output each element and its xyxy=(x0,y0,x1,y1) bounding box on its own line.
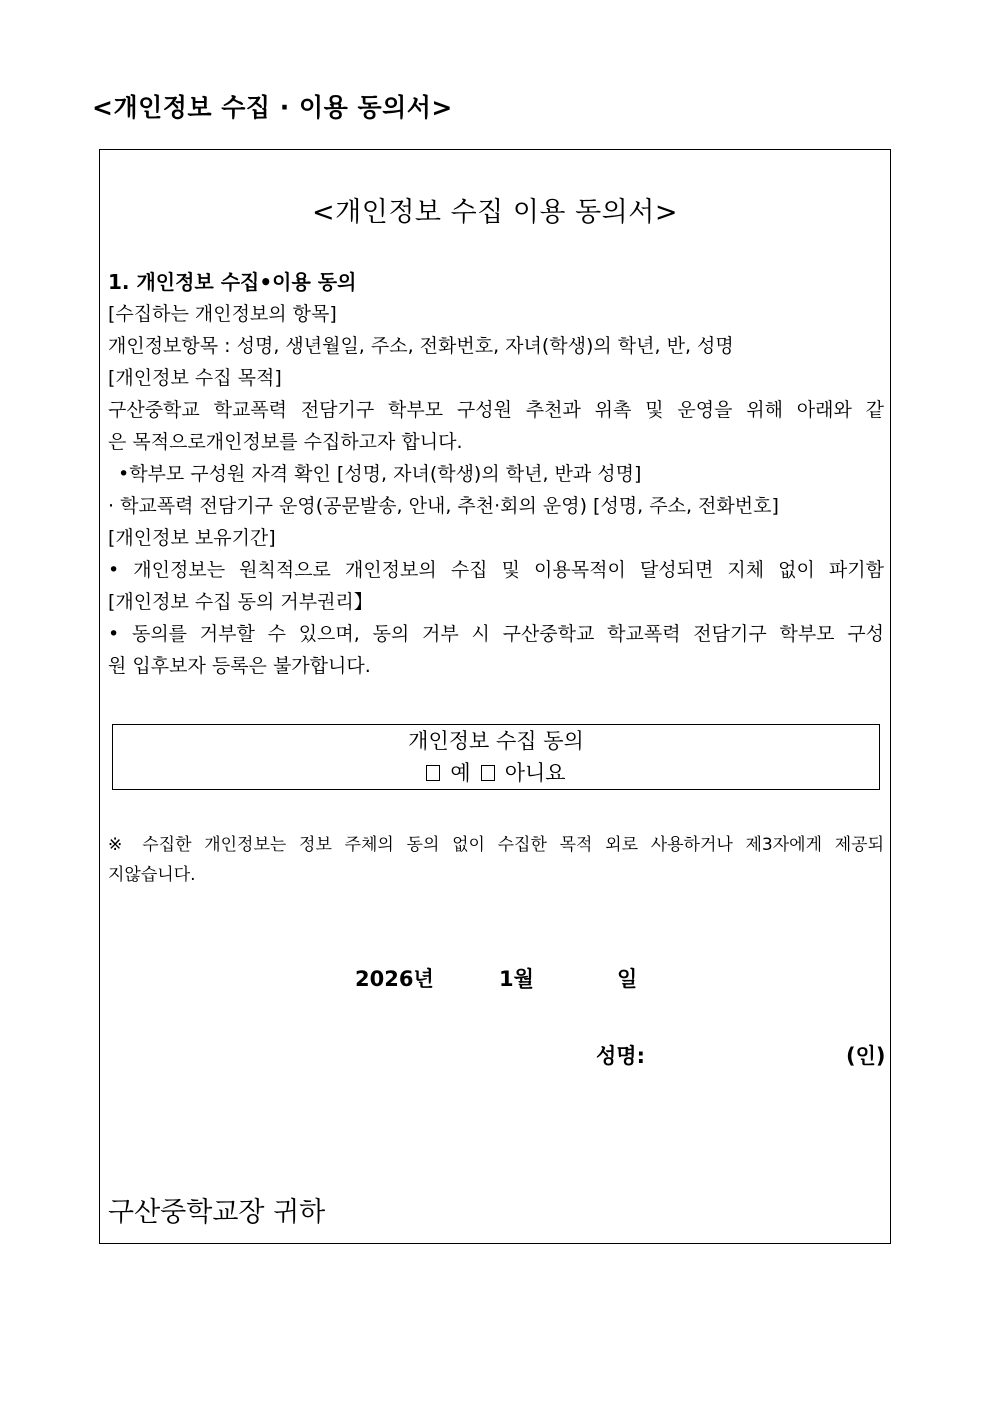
form-body xyxy=(108,266,884,682)
consent-box xyxy=(112,724,880,790)
consent-yes-label[interactable]: 예 xyxy=(450,761,471,785)
section-heading: 1. 개인정보 수집•이용 동의 xyxy=(108,270,357,294)
notice-line-1: ※ 수집한 개인정보는 정보 주체의 동의 없이 수집한 목적 외로 사용하거나 제3자에게 제공되 xyxy=(108,835,884,855)
consent-no-label[interactable]: 아니요 xyxy=(504,761,566,785)
refusal-line-2: 원 입후보자 등록은 불가합니다. xyxy=(108,655,371,677)
form-title: <개인정보 수집 이용 동의서> xyxy=(312,197,678,228)
consent-options xyxy=(426,757,565,789)
page-title: <개인정보 수집 · 이용 동의서> xyxy=(92,93,453,122)
items-heading: [수집하는 개인정보의 항목] xyxy=(108,303,337,325)
retention-heading: [개인정보 보유기간] xyxy=(108,527,276,549)
consent-no-checkbox[interactable] xyxy=(481,765,495,781)
consent-yes-checkbox[interactable] xyxy=(426,765,440,781)
date-month: 1월 xyxy=(499,967,534,991)
items-text: 개인정보항목 : 성명, 생년월일, 주소, 전화번호, 자녀(학생)의 학년, 반, 성명 xyxy=(108,335,734,357)
refusal-line-1: • 동의를 거부할 수 있으며, 동의 거부 시 구산중학교 학교폭력 전담기구 학부모 구성 xyxy=(108,623,884,645)
purpose-heading: [개인정보 수집 목적] xyxy=(108,367,282,389)
consent-title: 개인정보 수집 동의 xyxy=(408,729,584,753)
date-day: 일 xyxy=(617,967,638,991)
purpose-bullet-2: · 학교폭력 전담기구 운영(공문발송, 안내, 추천·회의 운영) [성명, 주소, 전화번호] xyxy=(108,495,779,517)
consent-form xyxy=(99,149,891,1244)
addressee: 구산중학교장 귀하 xyxy=(108,1197,326,1228)
retention-text: • 개인정보는 원칙적으로 개인정보의 수집 및 이용목적이 달성되면 지체 없이 파기함 xyxy=(108,559,884,581)
notice-line-2: 지않습니다. xyxy=(108,865,196,885)
date-year: 2026년 xyxy=(355,967,434,991)
signature-label: 성명: xyxy=(596,1044,645,1068)
notice xyxy=(108,830,884,890)
refusal-heading: [개인정보 수집 동의 거부권리】 xyxy=(108,591,373,613)
purpose-line-2: 은 목적으로개인정보를 수집하고자 합니다. xyxy=(108,431,463,453)
signature-seal: (인) xyxy=(846,1044,886,1068)
purpose-line-1: 구산중학교 학교폭력 전담기구 학부모 구성원 추천과 위촉 및 운영을 위해 아래와 같 xyxy=(108,399,884,421)
purpose-bullet-1: •학부모 구성원 자격 확인 [성명, 자녀(학생)의 학년, 반과 성명] xyxy=(118,463,642,485)
